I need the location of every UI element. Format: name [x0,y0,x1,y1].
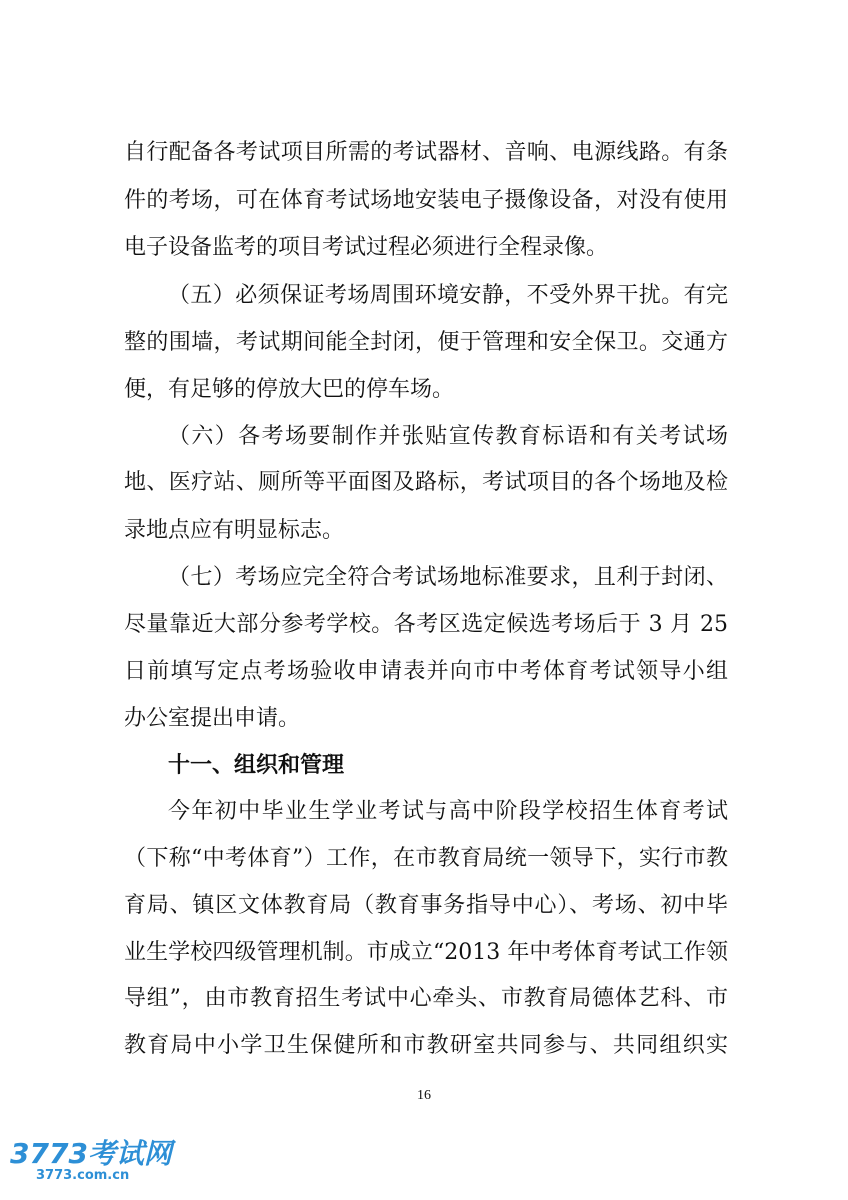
paragraph-line: （七）考场应完全符合考试场地标准要求，且利于封闭、 [168,565,728,590]
paragraph-line: 教育局中小学卫生保健所和市教研室共同参与、共同组织实 [124,1033,728,1058]
site-watermark [10,1132,180,1192]
paragraph-line: 便，有足够的停放大巴的停车场。 [124,377,455,402]
watermark-logo: 3773考试网 [10,1137,172,1170]
paragraph-line: 业生学校四级管理机制。市成立“2013 年中考体育考试工作领 [124,940,728,965]
paragraph-line: 导组”，由市教育招生考试中心牵头、市教育局德体艺科、市 [124,986,728,1011]
paragraph-line: 地、医疗站、厕所等平面图及路标，考试项目的各个场地及检 [124,470,728,495]
paragraph-line: 电子设备监考的项目考试过程必须进行全程录像。 [124,235,609,260]
watermark-url: 3773.com.cn [36,1168,130,1183]
paragraph-line: 件的考场，可在体育考试场地安装电子摄像设备，对没有使用 [124,188,728,213]
paragraph-line: 自行配备各考试项目所需的考试器材、音响、电源线路。有条 [124,140,728,165]
paragraph-line: 整的围墙，考试期间能全封闭，便于管理和安全保卫。交通方 [124,330,728,355]
paragraph-line: 今年初中毕业生学业考试与高中阶段学校招生体育考试 [168,799,728,824]
paragraph-line: 录地点应有明显标志。 [124,518,345,543]
paragraph-line: 育局、镇区文体教育局（教育事务指导中心）、考场、初中毕 [124,893,728,918]
paragraph-line: （下称“中考体育”）工作，在市教育局统一领导下，实行市教 [124,846,728,871]
paragraph-line: （五）必须保证考场周围环境安静，不受外界干扰。有完 [168,283,728,308]
paragraph-line: 日前填写定点考场验收申请表并向市中考体育考试领导小组 [124,659,728,684]
section-heading: 十一、组织和管理 [168,752,345,778]
page-number: 16 [417,1088,431,1103]
paragraph-line: （六）各考场要制作并张贴宣传教育标语和有关考试场 [168,424,728,449]
paragraph-line: 办公室提出申请。 [124,706,301,731]
paragraph-line: 尽量靠近大部分参考学校。各考区选定候选考场后于 3 月 25 [124,612,728,637]
